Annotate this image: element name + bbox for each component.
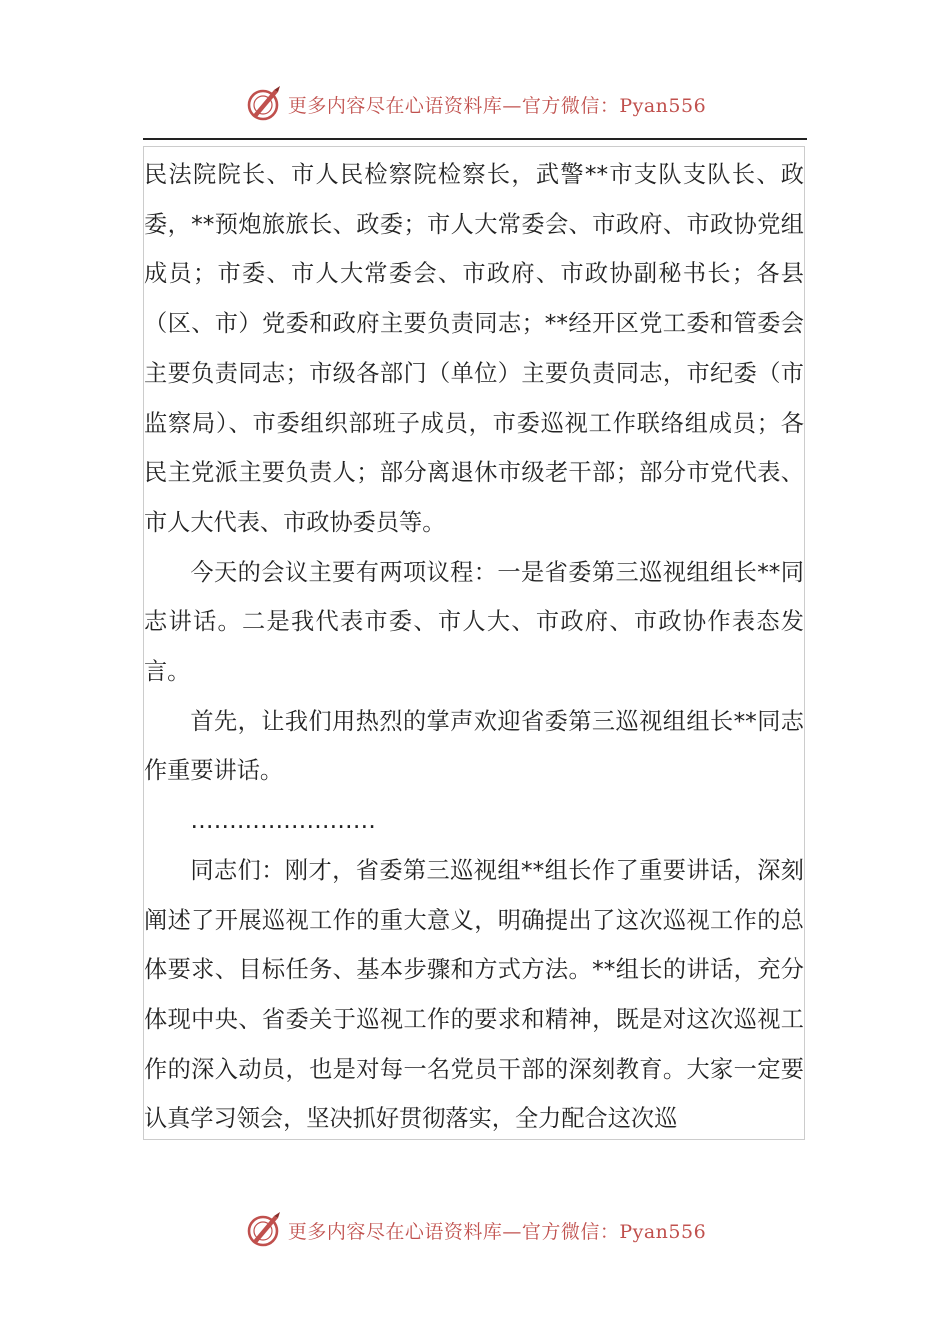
paragraph-3: 首先，让我们用热烈的掌声欢迎省委第三巡视组组长**同志作重要讲话。 <box>144 707 804 785</box>
footer-banner-text: 更多内容尽在心语资料库—官方微信：Pyan556 <box>287 1220 707 1243</box>
header-banner-text: 更多内容尽在心语资料库—官方微信：Pyan556 <box>287 94 707 117</box>
document-body <box>144 147 804 1140</box>
quill-pen-logo-icon <box>244 1210 284 1250</box>
paragraph-2: 今天的会议主要有两项议程：一是省委第三巡视组组长**同志讲话。二是我代表市委、市人大、市政府、市政协作表态发言。 <box>144 558 804 686</box>
footer-banner <box>0 1208 950 1252</box>
paragraph-5: 同志们：刚才，省委第三巡视组**组长作了重要讲话，深刻阐述了开展巡视工作的重大意义，明确提出了这次巡视工作的总体要求、目标任务、基本步骤和方式方法。**组长的讲话，充分体现中央、省委关于巡视工作的要求和精神，既是对这次巡视工作的深入动员，也是对每一名党员干部的深刻教育。大家一定要认真学习领会，坚决抓好贯彻落实，全力配合这次巡 <box>144 856 804 1133</box>
paragraph-1: 民法院院长、市人民检察院检察长，武警**市支队支队长、政委，**预炮旅旅长、政委；市人大常委会、市政府、市政协党组成员；市委、市人大常委会、市政府、市政协副秘书长；各县（区、市）党委和政府主要负责同志；**经开区党工委和管委会主要负责同志；市级各部门（单位）主要负责同志，市纪委（市监察局）、市委组织部班子成员，市委巡视工作联络组成员；各民主党派主要负责人；部分离退休市级老干部；部分市党代表、市人大代表、市政协委员等。 <box>144 161 804 536</box>
header-divider <box>143 138 807 140</box>
paragraph-ellipsis: …………………… <box>190 807 376 835</box>
quill-pen-logo-icon <box>244 84 284 124</box>
document-content <box>143 146 805 1140</box>
header-banner <box>0 82 950 126</box>
